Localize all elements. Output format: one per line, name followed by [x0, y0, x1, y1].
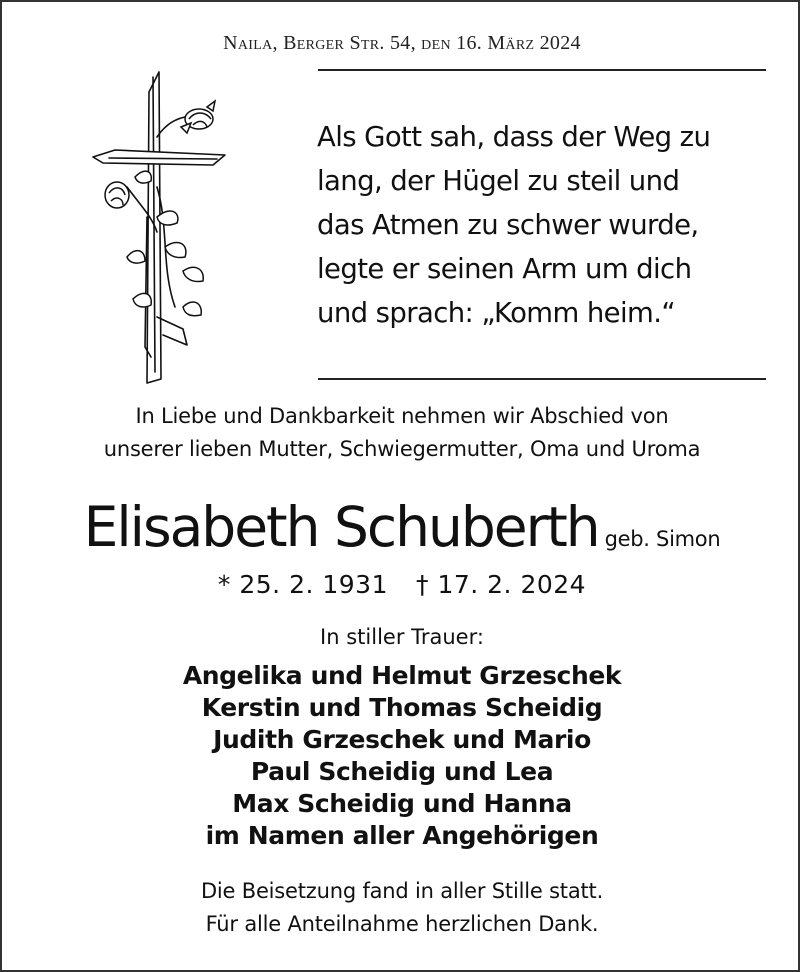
closing-line: Für alle Anteilnahme herzlichen Dank. — [205, 912, 599, 936]
quote-line: Als Gott sah, dass der Weg zu — [317, 121, 711, 153]
mourners-list — [2, 660, 800, 852]
mourner-line: Angelika und Helmut Grzeschek — [182, 661, 622, 690]
mourner-line: im Namen aller Angehörigen — [205, 821, 599, 850]
maiden-name: geb. Simon — [604, 527, 721, 551]
place-date-line: Naila, Berger Str. 54, den 16. März 2024 — [223, 32, 581, 54]
deceased-name-line — [2, 494, 800, 560]
closing-note — [2, 875, 800, 941]
quote-line: das Atmen zu schwer wurde, — [317, 209, 699, 241]
mourner-line: Judith Grzeschek und Mario — [213, 725, 591, 754]
mourner-line: Paul Scheidig und Lea — [250, 757, 554, 786]
mourning-label: In stiller Trauer: — [320, 625, 484, 649]
farewell-intro — [2, 400, 800, 466]
intro-line: unserer lieben Mutter, Schwiegermutter, Oma und Uroma — [103, 437, 701, 461]
death-date: † 17. 2. 2024 — [416, 570, 587, 599]
top-divider — [318, 69, 766, 71]
deceased-name: Elisabeth Schuberth — [83, 495, 599, 559]
mourner-line: Kerstin und Thomas Scheidig — [201, 693, 603, 722]
birth-date: * 25. 2. 1931 — [217, 570, 388, 599]
closing-line: Die Beisetzung fand in aller Stille statt. — [200, 879, 604, 903]
cross-with-roses-icon — [87, 67, 232, 385]
life-dates — [2, 570, 800, 599]
bottom-divider — [318, 378, 766, 380]
quote-line: legte er seinen Arm um dich — [317, 253, 692, 285]
mourner-line: Max Scheidig und Hanna — [232, 789, 572, 818]
intro-line: In Liebe und Dankbarkeit nehmen wir Abschied von — [135, 404, 669, 428]
quote-text — [317, 115, 787, 335]
quote-line: und sprach: „Komm heim.“ — [317, 297, 675, 329]
quote-line: lang, der Hügel zu steil und — [317, 165, 680, 197]
